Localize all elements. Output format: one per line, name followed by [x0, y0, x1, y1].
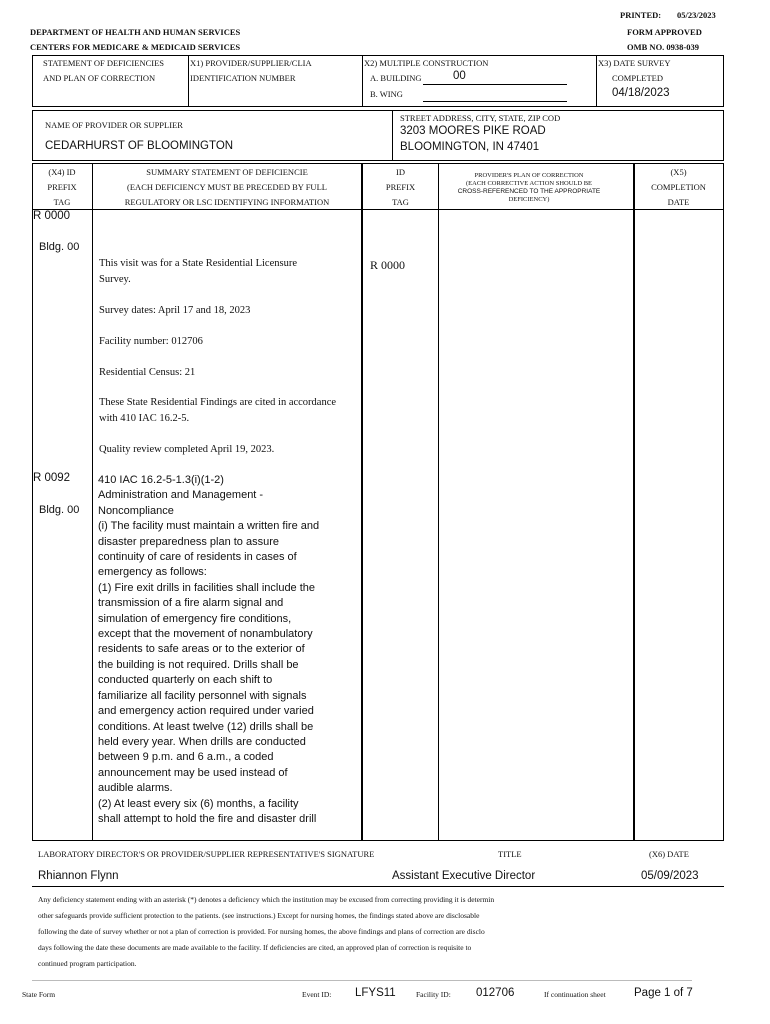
x3-label: X3) DATE SURVEY	[598, 58, 671, 68]
id-header-3: TAG	[392, 197, 409, 207]
regulation-line: continuity of care of residents in cases of	[98, 551, 297, 564]
regulation-line: conditions. At least twelve (12) drills shall be	[98, 720, 314, 733]
paragraph-findings: These State Residential Findings are cited in accordance with 410 IAC 16.2-5.	[99, 397, 337, 424]
regulation-line: conducted quarterly on each shift to	[98, 674, 273, 687]
x1-label-1: X1) PROVIDER/SUPPLIER/CLIA	[190, 58, 312, 68]
rule	[32, 55, 724, 56]
regulation-line: simulation of emergency fire conditions,	[98, 612, 292, 625]
rule	[596, 55, 597, 107]
omb-number: OMB NO. 0938-039	[627, 42, 700, 52]
x4-header-2: PREFIX	[47, 182, 77, 192]
summary-header-1: SUMMARY STATEMENT OF DEFICIENCIE	[146, 167, 308, 177]
wing-underline	[423, 101, 567, 102]
footnote-line: Any deficiency statement ending with an asterisk (*) denotes a deficiency which the institution may be excused from correcting providing it is determin	[38, 895, 495, 904]
footnote-line: other safeguards provide sufficient protection to the patients. (see instructions.) Except for nursing homes, the findings stated above are disclosable	[38, 911, 480, 920]
id-header-2: PREFIX	[385, 182, 416, 192]
address-label: STREET ADDRESS, CITY, STATE, ZIP COD	[400, 113, 561, 123]
regulation-line: shall attempt to hold the fire and disaster drill	[98, 812, 317, 825]
regulation-line: (1) Fire exit drills in facilities shall include the	[98, 581, 316, 594]
regulation-line: the building is not required. Drills shall be	[98, 658, 299, 671]
rule	[723, 55, 724, 107]
state-form-label: State Form	[22, 990, 56, 999]
department-title: DEPARTMENT OF HEALTH AND HUMAN SERVICES	[30, 27, 241, 37]
tag-r0000-right: R 0000	[370, 258, 406, 272]
facility-id-label: Facility ID:	[416, 990, 451, 999]
rule	[438, 163, 439, 841]
id-header-1: ID	[396, 167, 405, 177]
regulation-text	[98, 473, 360, 827]
regulation-line: between 9 p.m. and 6 a.m., a coded	[98, 751, 274, 764]
building-underline	[423, 84, 567, 85]
rule	[32, 980, 692, 981]
provider-name-label: NAME OF PROVIDER OR SUPPLIER	[45, 120, 183, 130]
regulation-line: familiarize all facility personnel with signals	[98, 689, 307, 702]
signature-label: LABORATORY DIRECTOR'S OR PROVIDER/SUPPLIER REPRESENTATIVE'S SIGNATURE	[38, 849, 375, 859]
x2-label: X2) MULTIPLE CONSTRUCTION	[364, 58, 489, 68]
footnote-line: following the date of survey whether or not a plan of correction is provided. For nursing homes, the above findings and plans of correction are disclo	[38, 927, 485, 936]
x5-header-1: (X5)	[670, 167, 687, 177]
rule	[188, 55, 189, 107]
rule	[32, 110, 724, 111]
regulation-line: except that the movement of nonambulatory	[98, 628, 313, 641]
rule	[32, 106, 724, 107]
rule	[32, 209, 724, 210]
paragraph-census: Residential Census: 21	[99, 367, 196, 378]
building-value: 00	[453, 70, 466, 82]
statement-label-1: STATEMENT OF DEFICIENCIES	[43, 58, 165, 68]
signer-name: Rhiannon Flynn	[38, 870, 119, 882]
printed-label: PRINTED:	[620, 10, 662, 20]
bldg-label: Bldg. 00	[39, 241, 80, 253]
provider-name: CEDARHURST OF BLOOMINGTON	[45, 140, 234, 152]
completed-date: 04/18/2023	[612, 87, 670, 99]
completed-label: COMPLETED	[612, 73, 663, 83]
centers-title: CENTERS FOR MEDICARE & MEDICAID SERVICES	[30, 42, 241, 52]
regulation-line: announcement may be used instead of	[98, 766, 288, 779]
regulation-line: held every year. When drills are conducted	[98, 735, 306, 748]
rule	[723, 163, 724, 841]
regulation-line: residents to safe areas or to the exterior of	[98, 643, 305, 656]
plan-header-4: DEFICIENCY)	[508, 196, 550, 203]
plan-header-2: (EACH CORRECTIVE ACTION SHOULD BE	[465, 180, 593, 187]
rule	[392, 110, 393, 160]
address-line-1: 3203 MOORES PIKE ROAD	[400, 125, 546, 137]
rule	[723, 110, 724, 160]
rule	[32, 160, 724, 161]
x5-header-2: COMPLETION	[651, 182, 706, 192]
x4-header-3: TAG	[53, 197, 71, 207]
x4-header-1: (X4) ID	[48, 167, 76, 177]
regulation-line: emergency as follows:	[98, 566, 207, 579]
signature-date: 05/09/2023	[641, 870, 699, 882]
continuation-label: If continuation sheet	[544, 990, 606, 999]
regulation-line: (2) At least every six (6) months, a facility	[98, 797, 299, 810]
x1-label-2: IDENTIFICATION NUMBER	[190, 73, 296, 83]
facility-id: 012706	[476, 987, 515, 999]
paragraph-quality-review: Quality review completed April 19, 2023.	[99, 444, 275, 455]
rule	[633, 163, 635, 841]
regulation-line: 410 IAC 16.2-5-1.3(i)(1-2)	[98, 474, 224, 486]
rule	[32, 163, 33, 841]
regulation-line: audible alarms.	[98, 782, 173, 795]
rule	[92, 163, 93, 841]
event-id-label: Event ID:	[302, 990, 332, 999]
plan-header-3: CROSS-REFERENCED TO THE APPROPRIATE	[457, 188, 601, 195]
statement-label-2: AND PLAN OF CORRECTION	[43, 73, 156, 83]
regulation-line: transmission of a fire alarm signal and	[98, 597, 284, 610]
summary-header-2: (EACH DEFICIENCY MUST BE PRECEDED BY FULL	[127, 182, 327, 192]
tag-r0000: R 0000	[33, 210, 71, 222]
regulation-line: (i) The facility must maintain a written fire and	[98, 520, 320, 533]
signer-title: Assistant Executive Director	[392, 870, 536, 882]
footnote-line: continued program participation.	[38, 959, 137, 968]
printed-date: 05/23/2023	[677, 10, 716, 20]
rule	[32, 840, 724, 841]
rule	[32, 886, 724, 887]
rule	[361, 163, 363, 841]
x5-header-3: DATE	[667, 197, 690, 207]
rule	[32, 163, 724, 164]
footnote-line: days following the date these documents are made available to the facility. If deficiencies are cited, an approved plan of correction is requisite to	[38, 943, 472, 952]
event-id: LFYS11	[355, 987, 396, 999]
wing-label: B. WING	[370, 89, 403, 99]
regulation-line: Administration and Management -	[98, 489, 264, 502]
summary-header-3: REGULATORY OR LSC IDENTIFYING INFORMATION	[124, 197, 330, 207]
page-number: Page 1 of 7	[634, 987, 693, 999]
bldg-label: Bldg. 00	[39, 504, 80, 516]
paragraph-licensure: This visit was for a State Residential Licensure Survey.	[99, 258, 297, 285]
x6-date-label: (X6) DATE	[649, 849, 689, 859]
paragraph-survey-dates: Survey dates: April 17 and 18, 2023	[99, 305, 251, 316]
plan-header-1: PROVIDER'S PLAN OF CORRECTION	[474, 172, 584, 179]
rule	[32, 110, 33, 160]
regulation-line: and emergency action required under varied	[98, 705, 314, 718]
title-label: TITLE	[498, 849, 522, 859]
rule	[32, 55, 33, 107]
regulation-line: Noncompliance	[98, 504, 174, 517]
rule	[362, 55, 363, 107]
paragraph-facility-number: Facility number: 012706	[99, 336, 203, 347]
form-approved: FORM APPROVED	[627, 27, 702, 37]
building-label: A. BUILDING	[370, 73, 422, 83]
address-line-2: BLOOMINGTON, IN 47401	[400, 141, 540, 153]
tag-r0092: R 0092	[33, 472, 71, 484]
regulation-line: disaster preparedness plan to assure	[98, 535, 279, 548]
